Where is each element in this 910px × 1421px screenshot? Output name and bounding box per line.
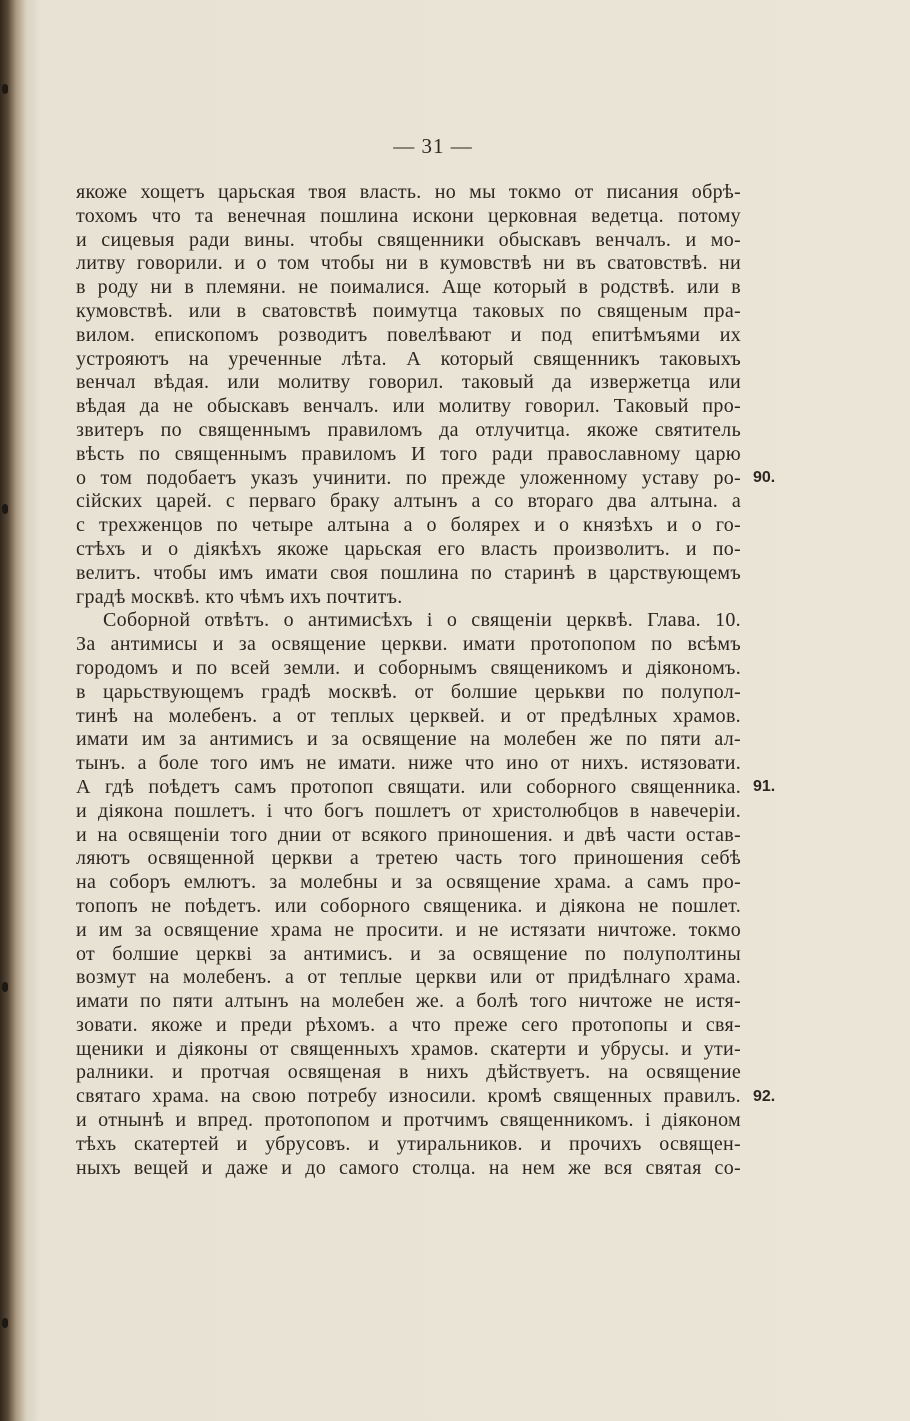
text-line: тинѣ на молебенъ. а от теплых церквей. и от предѣлных храмов.: [76, 704, 741, 727]
text-line: на соборъ емлютъ. за молебны и за освящение храма. а самъ про-: [76, 871, 741, 894]
text-line: имати по пяти алтынъ на молебен же. а болѣ того ничтоже не истя-: [76, 990, 741, 1013]
text-line: литву говорили. и о том чтобы ни в кумовствѣ ни въ сватовствѣ. ни: [76, 252, 741, 275]
text-line: тынъ. а боле того имъ не имати. ниже что ино от нихъ. истязовати.: [76, 752, 741, 775]
text-line: тохомъ что та венечная пошлина искони церковная ведетца. потому: [76, 204, 741, 227]
text-line: от болшие церкві за антимисъ. и за освящение по полуполтины: [76, 942, 741, 965]
text-line: и сицевыя ради вины. чтобы священники обыскавъ венчалъ. и мо-: [76, 228, 741, 251]
text-line: и на освященіи того днии от всякого приношения. и двѣ части остав-: [76, 823, 741, 846]
text-line: ляютъ освященной церкви а третею часть того приношения себѣ: [76, 847, 741, 870]
text-line: вѣдая да не обыскавъ венчалъ. или молитву говорил. Таковый про-: [76, 395, 741, 418]
text-line: стѣхъ и о діякѣхъ якоже царьская его власть произволитъ. и по-: [76, 537, 741, 560]
text-line: За антимисы и за освящение церкви. имати протопопом по всѣмъ: [76, 633, 741, 656]
text-line: ныхъ вещей и даже и до самого столца. на нем же вся святая со-: [76, 1156, 741, 1179]
binding-mark: [2, 1318, 8, 1328]
text-line: о том подобаетъ указъ учинити. по прежде уложенному уставу ро-: [76, 466, 741, 489]
margin-note: 90.: [753, 469, 776, 486]
text-line: вѣсть по священнымъ правиломъ И того ради православному царю: [76, 442, 741, 465]
text-line: и им за освящение храма не просити. и не истязати ничтоже. токмо: [76, 918, 741, 941]
body-text: [76, 181, 741, 1180]
text-line: святаго храма. на свою потребу износили. кромѣ священных правилъ.: [76, 1085, 741, 1108]
binding-mark: [2, 84, 8, 94]
binding-mark: [2, 982, 8, 992]
text-line: зовати. якоже и преди рѣхомъ. а что преже сего протопопы и свя-: [76, 1013, 741, 1036]
text-line: кумовствѣ. или в сватовствѣ поимутца таковых по священым пра-: [76, 299, 741, 322]
margin-note: 92.: [753, 1088, 776, 1105]
paragraph: [76, 609, 741, 1180]
text-line: возмут на молебенъ. а от теплые церкви или от придѣлнаго храма.: [76, 966, 741, 989]
text-line: и отнынѣ и впред. протопопом и протчимъ священникомъ. і діяконом: [76, 1109, 741, 1132]
text-line: тѣхъ скатертей и убрусовъ. и утиральников. и прочихъ освящен-: [76, 1132, 741, 1155]
text-line: с трехженцов по четыре алтына а о болярех и о князѣхъ и о го-: [76, 514, 741, 537]
text-line: городомъ и по всей земли. и соборнымъ священикомъ и діякономъ.: [76, 656, 741, 679]
text-line: устрояютъ на уреченные лѣта. А который священникъ таковыхъ: [76, 347, 741, 370]
text-line: звитеръ по священнымъ правиломъ да отлучитца. якоже святитель: [76, 418, 741, 441]
margin-note: 91.: [753, 778, 776, 795]
binding-mark: [2, 504, 8, 514]
text-line: щеники и діяконы от священныхъ храмов. скатерти и убрусы. и ути-: [76, 1037, 741, 1060]
paragraph: [76, 181, 741, 609]
text-line: велитъ. чтобы имъ имати своя пошлина по старинѣ в царствующемъ: [76, 561, 741, 584]
text-line: градѣ москвѣ. кто чѣмъ ихъ почтитъ.: [76, 585, 403, 608]
text-line: в роду ни в племяни. не поималися. Аще который в родствѣ. или в: [76, 276, 741, 299]
text-line: якоже хощетъ царьская твоя власть. но мы токмо от писания обрѣ-: [76, 181, 741, 203]
page-number: — 31 —: [393, 134, 473, 158]
text-line: в царьствующемъ градѣ москвѣ. от болшие церькви по полупол-: [76, 680, 741, 703]
text-line: ралники. и протчая освященая в нихъ дѣйствуетъ. на освящение: [76, 1061, 741, 1084]
text-line: венчал вѣдая. или молитву говорил. таковый да извержетца или: [76, 371, 741, 394]
text-line: сійских царей. с перваго браку алтынъ а со втораго два алтына. а: [76, 490, 741, 513]
text-line: и діякона пошлетъ. і что богъ пошлетъ от христолюбцов в навечеріи.: [76, 799, 741, 822]
text-line: А гдѣ поѣдетъ самъ протопоп свящати. или соборного священника.: [76, 775, 741, 798]
text-line: топопъ не поѣдетъ. или соборного священика. и діякона не пошлет.: [76, 894, 741, 917]
text-line: вилом. епископомъ розводитъ повелѣвают и под епитѣмъями их: [76, 323, 741, 346]
text-line: Соборной отвѣтъ. о антимисѣхъ і о священіи церквѣ. Глава. 10.: [103, 609, 741, 632]
text-line: имати им за антимисъ и за освящение на молебен же по пяти ал-: [76, 728, 741, 751]
